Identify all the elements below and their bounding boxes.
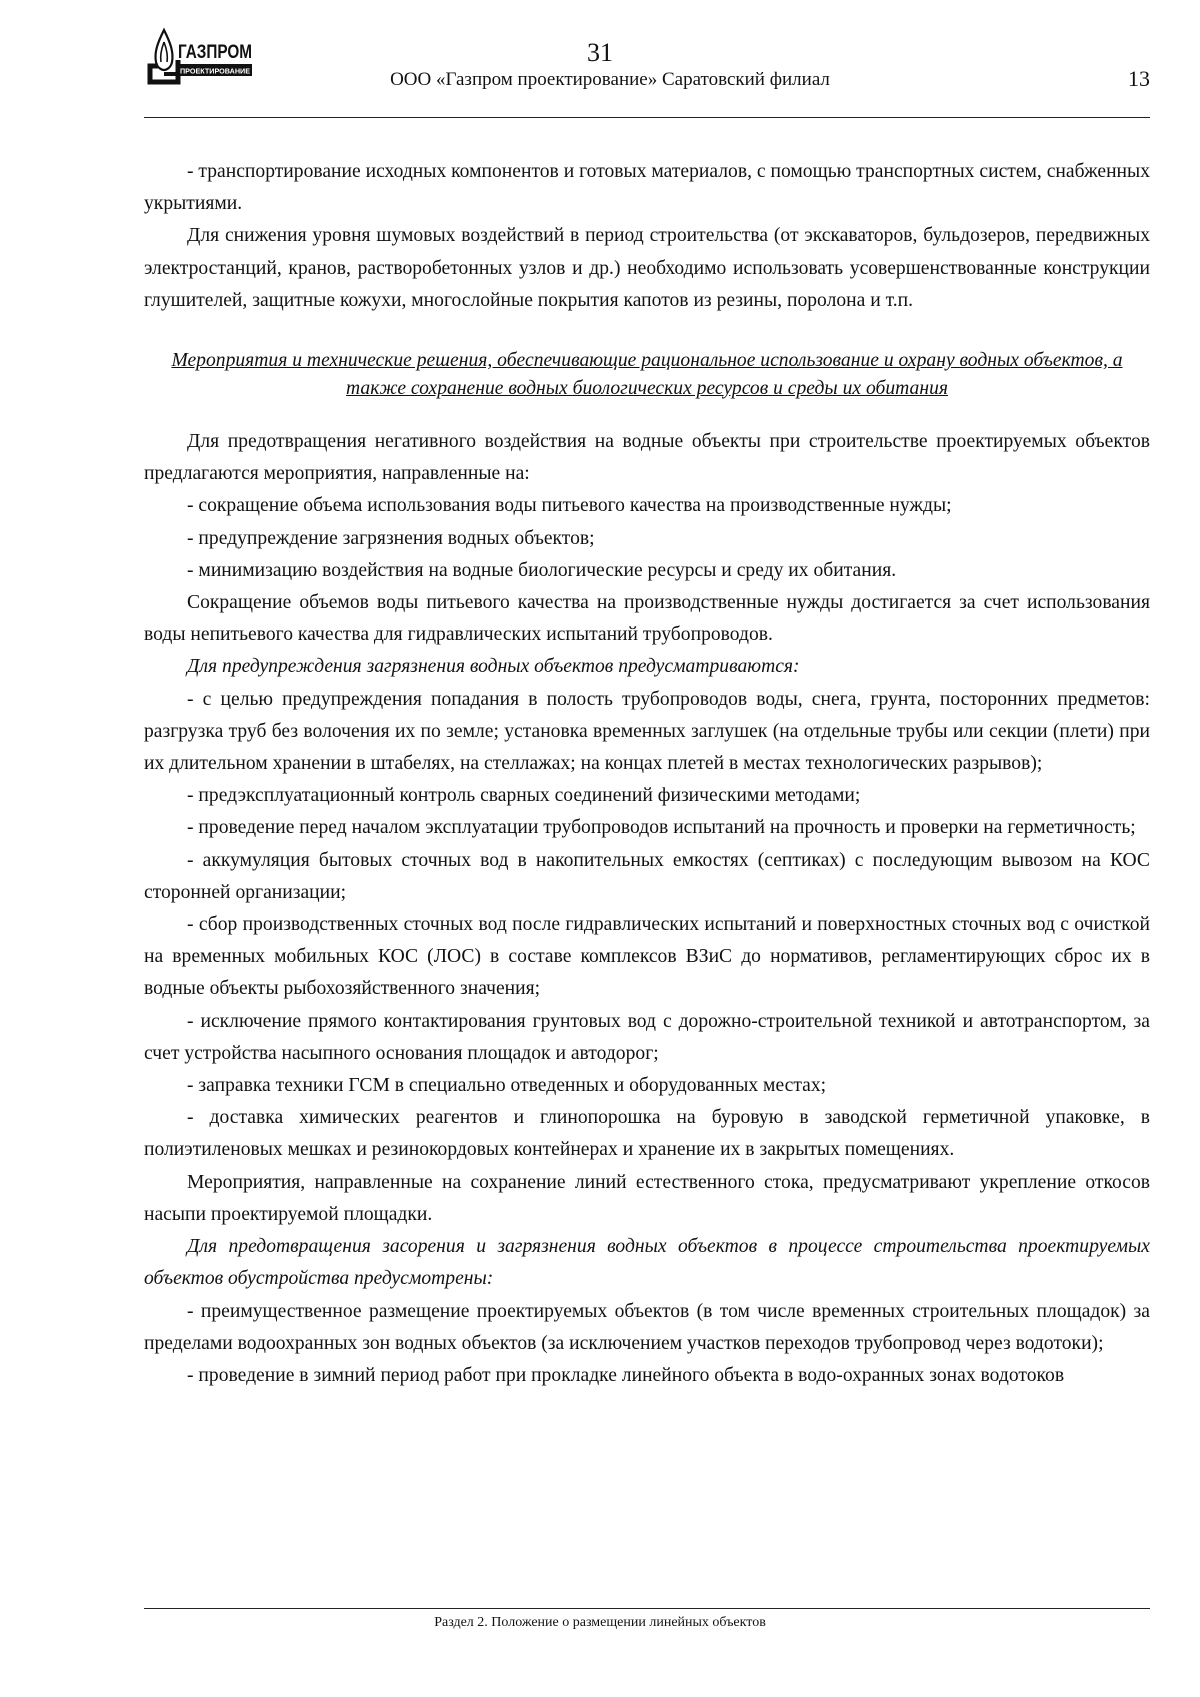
footer-text: Раздел 2. Положение о размещении линейных объектов — [434, 1615, 766, 1630]
paragraph: Сокращение объемов воды питьевого качества на производственные нужды достигается за счет использования воды непитьевого качества для гидравлических испытаний трубопроводов. — [144, 592, 1150, 646]
list-item: - исключение прямого контактирования грунтовых вод с дорожно-строительной техникой и автотранспортом, за счет устройства насыпного основания площадок и автодорог; — [144, 1010, 1150, 1064]
paragraph: - транспортирование исходных компонентов и готовых материалов, с помощью транспортных систем, снабженных укрытиями. — [144, 161, 1150, 215]
italic-paragraph: Для предупреждения загрязнения водных объектов предусматриваются: — [187, 656, 800, 678]
list-item: - с целью предупреждения попадания в полость трубопроводов воды, снега, грунта, посторонних предметов: разгрузка труб без волочения их по земле; установка временных заглушек (на отдельные трубы или секции (плети) при их длительном хранении в штабелях, на стеллажах; на концах плетей в местах технологических разрывов); — [144, 688, 1150, 775]
header-rule — [144, 117, 1150, 118]
document-body — [144, 156, 1150, 1392]
sheet-number: 13 — [1128, 66, 1150, 91]
list-item: - предэксплуатационный контроль сварных соединений физическими методами; — [187, 785, 861, 807]
section-heading: Мероприятия и технические решения, обеспечивающие рациональное использование и охрану водных объектов, а также сохранение водных биологических ресурсов и среды их обитания — [171, 350, 1123, 399]
footer-rule — [144, 1608, 1150, 1609]
paragraph: Мероприятия, направленные на сохранение линий естественного стока, предусматривают укрепление откосов насыпи проектируемой площадки. — [144, 1171, 1150, 1225]
page-number-top: 31 — [587, 38, 613, 67]
paragraph: Для предотвращения негативного воздействия на водные объекты при строительстве проектируемых объектов предлагаются мероприятия, направленные на: — [144, 431, 1150, 485]
list-item: - сокращение объема использования воды питьевого качества на производственные нужды; — [187, 495, 952, 517]
list-item: - аккумуляция бытовых сточных вод в накопительных емкостях (септиках) с последующим вывозом на КОС сторонней организации; — [144, 849, 1150, 903]
svg-text:ПРОЕКТИРОВАНИЕ: ПРОЕКТИРОВАНИЕ — [180, 68, 251, 76]
gazprom-logo — [144, 26, 254, 90]
organization-name: ООО «Газпром проектирование» Саратовский филиал — [390, 69, 830, 90]
list-item: - проведение в зимний период работ при прокладке линейного объекта в водо-охранных зонах водотоков — [187, 1364, 1065, 1386]
list-item: - проведение перед началом эксплуатации трубопроводов испытаний на прочность и проверки на герметичность; — [187, 817, 1136, 839]
list-item: - предупреждение загрязнения водных объектов; — [187, 527, 595, 549]
list-item: - доставка химических реагентов и глинопорошка на буровую в заводской герметичной упаковке, в полиэтиленовых мешках и резинокордовых контейнерах и хранение их в закрытых помещениях. — [144, 1107, 1150, 1161]
list-item: - заправка техники ГСМ в специально отведенных и оборудованных местах; — [187, 1075, 827, 1097]
paragraph: Для снижения уровня шумовых воздействий в период строительства (от экскаваторов, бульдозеров, передвижных электростанций, кранов, растворобетонных узлов и др.) необходимо использовать усовершенствованные конструкции глушителей, защитные кожухи, многослойные покрытия капотов из резины, поролона и т.п. — [144, 225, 1150, 311]
list-item: - преимущественное размещение проектируемых объектов (в том числе временных строительных площадок) за пределами водоохранных зон водных объектов (за исключением участков переходов трубопровод через водотоки); — [144, 1300, 1150, 1354]
svg-text:ГАЗПРОМ: ГАЗПРОМ — [178, 42, 252, 63]
italic-paragraph: Для предотвращения засорения и загрязнения водных объектов в процессе строительства проектируемых объектов обустройства предусмотрены: — [144, 1236, 1150, 1290]
list-item: - минимизацию воздействия на водные биологические ресурсы и среду их обитания. — [187, 559, 897, 581]
list-item: - сбор производственных сточных вод после гидравлических испытаний и поверхностных сточных вод с очисткой на временных мобильных КОС (ЛОС) в составе комплексов ВЗиС до нормативов, регламентирующих сброс их в водные объекты рыбохозяйственного значения; — [144, 914, 1150, 1000]
